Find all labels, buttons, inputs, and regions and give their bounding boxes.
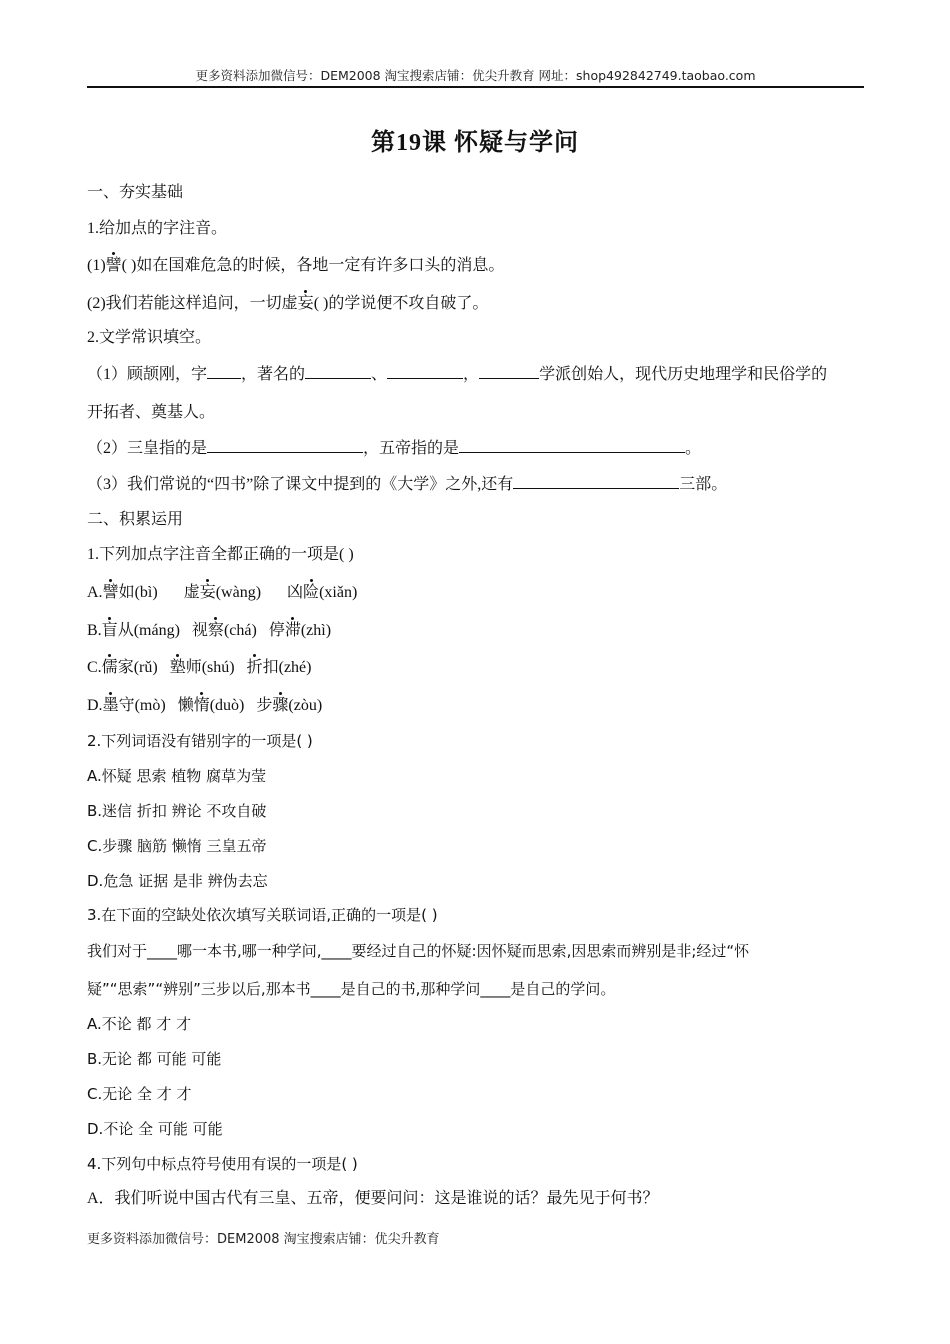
question-2-2: （2）三皇指的是 ，五帝指的是 。 <box>87 440 702 457</box>
dotted-char: 妄 <box>199 584 216 601</box>
page-title: 第19课 怀疑与学问 <box>371 130 579 156</box>
section-heading-1: 一、夯实基础 <box>87 184 184 201</box>
dotted-char: 察 <box>207 622 224 639</box>
dotted-char: 惰 <box>193 697 210 714</box>
section-heading-2: 二、积累运用 <box>87 511 184 528</box>
mcq-2-option-a[interactable]: A.怀疑 思索 植物 腐草为莹 <box>87 767 267 785</box>
dotted-char: 滞 <box>284 622 301 639</box>
mcq-1-option-c[interactable]: C.儒家(rǔ) 塾师(shú) 折扣(zhé) <box>87 659 312 676</box>
question-2: 2.文学常识填空。 <box>87 329 212 346</box>
dotted-char: 譬 <box>105 257 122 274</box>
mcq-3: 3.在下面的空缺处依次填写关联词语,正确的一项是( ) <box>87 906 438 924</box>
dotted-char: 儒 <box>101 659 118 676</box>
mcq-2: 2.下列词语没有错别字的一项是( ) <box>87 732 313 750</box>
dotted-char: 妄 <box>297 295 314 312</box>
fill-blank[interactable] <box>305 364 371 379</box>
question-2-1-cont: 开拓者、奠基人。 <box>87 404 216 421</box>
dotted-char: 塾 <box>169 659 186 676</box>
dotted-char: 骤 <box>272 697 289 714</box>
fill-blank[interactable] <box>207 364 241 379</box>
mcq-3-option-b[interactable]: B.无论 都 可能 可能 <box>87 1050 222 1068</box>
fill-blank[interactable] <box>387 364 463 379</box>
mcq-1-option-b[interactable]: B.盲从(máng) 视察(chá) 停滞(zhì) <box>87 622 332 639</box>
mcq-2-option-c[interactable]: C.步骤 脑筋 懒惰 三皇五帝 <box>87 837 267 855</box>
dotted-char: 险 <box>303 584 320 601</box>
question-1-1: (1)譬( )如在国难危急的时候，各地一定有许多口头的消息。 <box>87 257 505 274</box>
mcq-2-option-b[interactable]: B.迷信 折扣 辨论 不攻自破 <box>87 802 267 820</box>
header-divider <box>87 86 864 88</box>
mcq-2-option-d[interactable]: D.危急 证据 是非 辨伪去忘 <box>87 872 268 890</box>
fill-blank[interactable] <box>459 438 685 453</box>
dotted-char: 折 <box>246 659 263 676</box>
mcq-3-option-c[interactable]: C.无论 全 才 才 <box>87 1085 192 1103</box>
question-1-2: (2)我们若能这样追问，一切虚妄( )的学说便不攻自破了。 <box>87 295 489 312</box>
mcq-3-passage-line-1: 我们对于____哪一本书,哪一种学问,____要经过自己的怀疑:因怀疑而思索,因思索而辨别是非;经过“怀 <box>87 942 750 960</box>
page-header: 更多资料添加微信号：DEM2008 淘宝搜索店铺：优尖升教育 网址：shop492842749.taobao.com <box>195 68 756 83</box>
mcq-3-passage-line-2: 疑”“思索”“辨别”三步以后,那本书____是自己的书,那种学问____是自己的学问。 <box>87 980 616 998</box>
fill-blank[interactable] <box>513 474 679 489</box>
mcq-1: 1.下列加点字注音全都正确的一项是( ) <box>87 546 354 563</box>
question-1: 1.给加点的字注音。 <box>87 220 228 237</box>
mcq-4: 4.下列句中标点符号使用有误的一项是( ) <box>87 1155 358 1173</box>
mcq-3-option-d[interactable]: D.不论 全 可能 可能 <box>87 1120 223 1138</box>
dotted-char: 譬 <box>102 584 119 601</box>
mcq-1-option-d[interactable]: D.墨守(mò) 懒惰(duò) 步骤(zòu) <box>87 697 323 714</box>
dotted-char: 墨 <box>102 697 119 714</box>
fill-blank[interactable] <box>207 438 363 453</box>
mcq-4-option-a[interactable]: A．我们听说中国古代有三皇、五帝，便要问问：这是谁说的话？最先见于何书？ <box>87 1190 659 1207</box>
dotted-char: 盲 <box>101 622 118 639</box>
fill-blank[interactable] <box>479 364 539 379</box>
question-2-3: （3）我们常说的“四书”除了课文中提到的《大学》之外,还有 三部。 <box>87 476 728 493</box>
mcq-1-option-a[interactable]: A.譬如(bì) 虚妄(wàng) 凶险(xiǎn) <box>87 584 358 601</box>
mcq-3-option-a[interactable]: A.不论 都 才 才 <box>87 1015 192 1033</box>
question-2-1: （1）顾颉刚，字 ，著名的 、 ， 学派创始人，现代历史地理学和民俗学的 <box>87 366 828 383</box>
page-footer: 更多资料添加微信号：DEM2008 淘宝搜索店铺：优尖升教育 <box>87 1232 440 1247</box>
